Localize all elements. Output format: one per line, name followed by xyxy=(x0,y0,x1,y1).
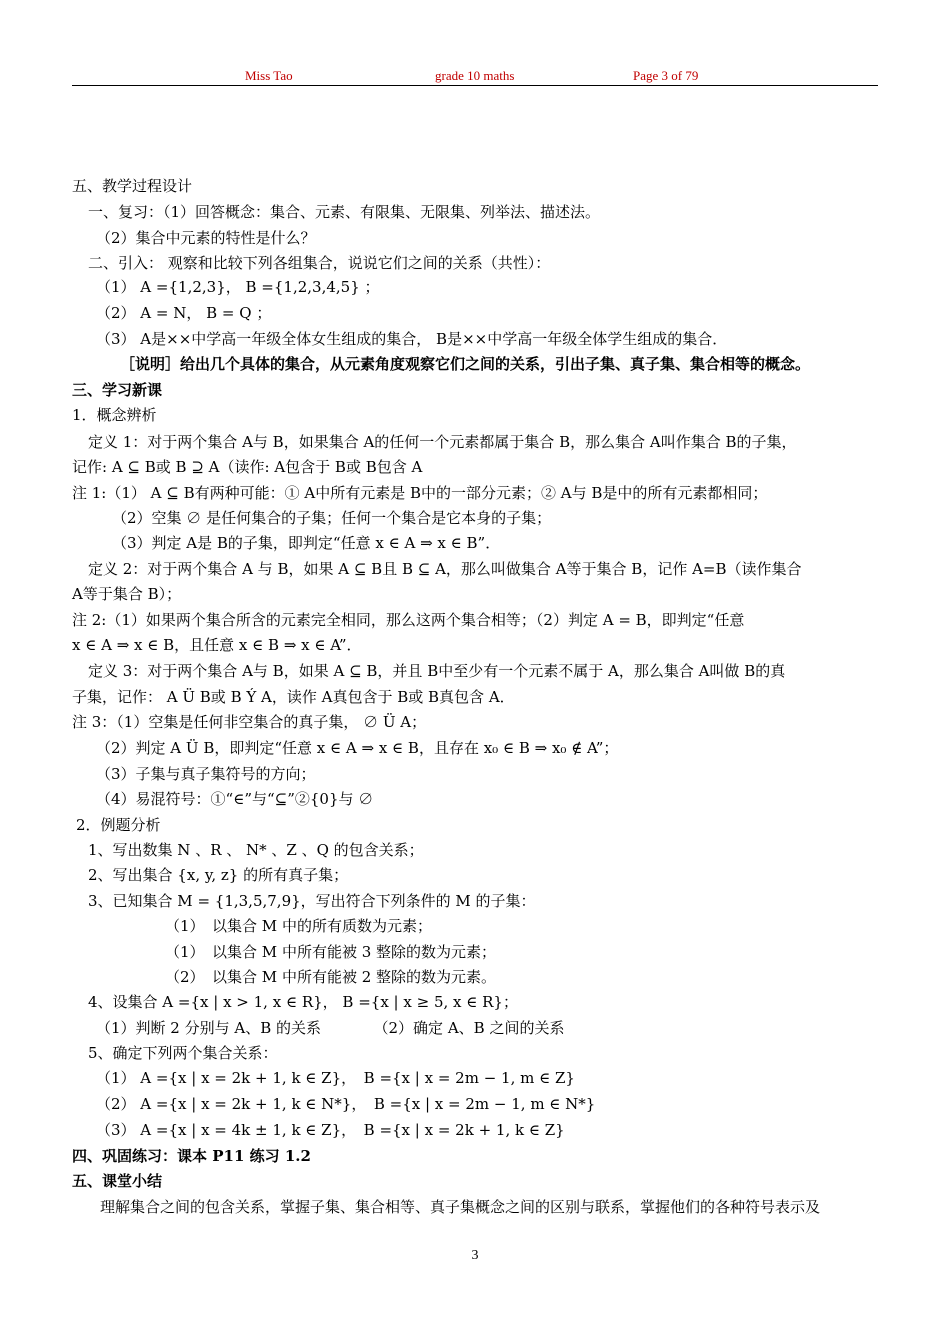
text-line: （4）易混符号：①“∈”与“⊆”②{0}与 ∅ xyxy=(96,790,374,808)
note-explanation: ［说明］给出几个具体的集合，从元素角度观察它们之间的关系，引出子集、真子集、集合相等的概念。 xyxy=(120,355,811,373)
exercise-line: 1、写出数集 N 、R 、 N* 、Z 、Q 的包含关系； xyxy=(88,841,424,859)
header-author: Miss Tao xyxy=(245,68,293,83)
page-header xyxy=(0,68,950,86)
note-line: 注 2:（1）如果两个集合所含的元素完全相同，那么这两个集合相等；（2）判定 A = B，即判定“任意 xyxy=(72,611,745,629)
text-line: （3）子集与真子集符号的方向； xyxy=(96,765,316,783)
header-course: grade 10 maths xyxy=(435,68,515,83)
header-rule xyxy=(72,85,878,86)
text-line: （3） A是××中学高一年级全体女生组成的集合， B是××中学高一年级全体学生组成的集合． xyxy=(96,330,728,348)
exercise-subitem: （2） A ={x | x = 2k + 1, k ∈ N*}， B ={x | x = 2m − 1, m ∈ N*} xyxy=(96,1095,596,1113)
text-line: 二、引入： 观察和比较下列各组集合，说说它们之间的关系（共性）： xyxy=(88,254,551,272)
exercise-subitem: （1） A ={x | x = 2k + 1, k ∈ Z}， B ={x | x = 2m − 1, m ∈ Z} xyxy=(96,1069,575,1087)
subsection-heading: 2．例题分析 xyxy=(76,816,161,834)
exercise-subitem: （1） 以集合 M 中的所有质数为元素； xyxy=(165,917,432,935)
page-number: 3 xyxy=(471,1248,479,1263)
text-line: x ∈ A ⇒ x ∈ B，且任意 x ∈ B ⇒ x ∈ A”． xyxy=(72,636,362,654)
definition-line: 子集，记作： A Ü B或 B Ý A，读作 A真包含于 B或 B真包含 A． xyxy=(72,688,515,706)
header-page: Page 3 of 79 xyxy=(633,68,699,83)
subsection-heading: 1．概念辨析 xyxy=(72,406,157,424)
section-title: 五、教学过程设计 xyxy=(72,177,193,195)
exercise-subitem: （1）判断 2 分别与 A、B 的关系 （2）确定 A、B 之间的关系 xyxy=(96,1019,565,1037)
exercise-subitem: （3） A ={x | x = 4k ± 1, k ∈ Z}， B ={x | x = 2k + 1, k ∈ Z} xyxy=(96,1121,565,1139)
exercise-subitem: （2） 以集合 M 中所有能被 2 整除的数为元素。 xyxy=(165,968,497,986)
text-line: （1） A ={1,2,3}， B ={1,2,3,4,5} ； xyxy=(96,278,380,296)
section-heading: 四、巩固练习：课本 P11 练习 1.2 xyxy=(72,1147,311,1165)
definition-line: 定义 2：对于两个集合 A 与 B，如果 A ⊆ B且 B ⊆ A，那么叫做集合 A等于集合 B，记作 A=B（读作集合 xyxy=(88,560,802,578)
summary-line: 理解集合之间的包含关系，掌握子集、集合相等、真子集概念之间的区别与联系，掌握他们的各种符号表示及 xyxy=(100,1198,821,1216)
section-heading: 五、课堂小结 xyxy=(72,1172,163,1190)
exercise-line: 3、已知集合 M = {1,3,5,7,9}，写出符合下列条件的 M 的子集： xyxy=(88,892,536,910)
exercise-line: 4、设集合 A ={x | x > 1, x ∈ R}， B ={x | x ≥ 5, x ∈ R}； xyxy=(88,993,518,1011)
section-heading: 三、学习新课 xyxy=(72,381,163,399)
text-line: （2） A = N， B = Q ； xyxy=(96,304,272,322)
text-line: 一、复习：（1）回答概念：集合、元素、有限集、无限集、列举法、描述法。 xyxy=(88,203,601,221)
definition-line: A等于集合 B）； xyxy=(72,585,182,603)
exercise-line: 5、确定下列两个集合关系： xyxy=(88,1044,278,1062)
definition-line: 记作: A ⊆ B或 B ⊇ A（读作: A包含于 B或 B包含 A xyxy=(72,458,423,476)
text-line: （2）判定 A Ü B，即判定“任意 x ∈ A ⇒ x ∈ B，且存在 x₀ ∈ B ⇒ x₀ ∉ A”； xyxy=(96,739,619,757)
exercise-line: 2、写出集合 {x, y, z} 的所有真子集； xyxy=(88,866,349,884)
note-line: 注 3：（1）空集是任何非空集合的真子集， ∅ Ü A； xyxy=(72,713,427,731)
note-line: 注 1:（1） A ⊆ B有两种可能：① A中所有元素是 B中的一部分元素；② A与 B是中的所有元素都相同； xyxy=(72,484,768,502)
text-line: （2）空集 ∅ 是任何集合的子集；任何一个集合是它本身的子集； xyxy=(112,509,552,527)
text-line: （3）判定 A是 B的子集，即判定“任意 x ∈ A ⇒ x ∈ B”． xyxy=(112,534,501,552)
text-line: （2）集合中元素的特性是什么？ xyxy=(96,229,316,247)
definition-line: 定义 1：对于两个集合 A与 B，如果集合 A的任何一个元素都属于集合 B，那么集合 A叫作集合 B的子集， xyxy=(88,433,797,451)
definition-line: 定义 3：对于两个集合 A与 B，如果 A ⊆ B，并且 B中至少有一个元素不属于 A，那么集合 A叫做 B的真 xyxy=(88,662,786,680)
exercise-subitem: （1） 以集合 M 中所有能被 3 整除的数为元素； xyxy=(165,943,497,961)
